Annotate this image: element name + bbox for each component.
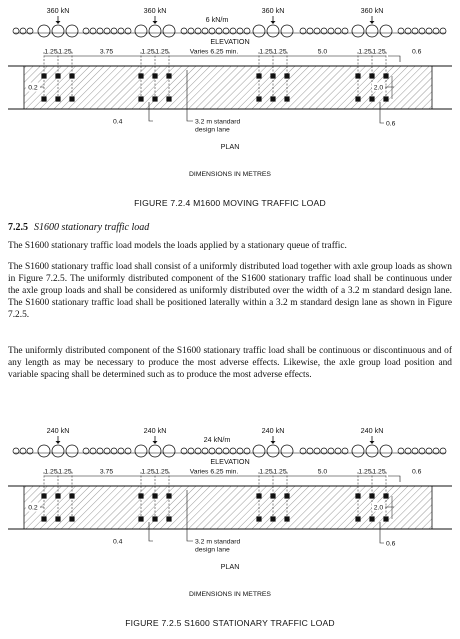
paragraph-adverse-effects: The uniformly distributed component of the S1600 stationary traffic load shall be continuous or discontinuous and of any length as may be necessary to produce the most adverse effects. Likewise, the axle group load position and variable spacing shall be determined such as to produce the most adverse effects. (8, 346, 452, 381)
axle-load-label: 360 kN (261, 6, 285, 15)
axle-load-label: 360 kN (143, 6, 167, 15)
axle-wheel (281, 445, 293, 457)
spacing-label: 1.25 (358, 468, 372, 476)
wheel-contact-square (152, 493, 157, 498)
wheel-contact-square (55, 493, 60, 498)
axle-wheel (149, 445, 161, 457)
wheel-contact-square (369, 516, 374, 521)
axle-wheel (135, 25, 147, 37)
wheel-contact-square (41, 516, 46, 521)
axle-wheel (163, 445, 175, 457)
wheel-contact-square (284, 516, 289, 521)
wheel-contact-square (69, 73, 74, 78)
axle-load-arrowhead (153, 21, 158, 24)
axle-load-label: 240 kN (46, 426, 70, 435)
spacing-label: 1.25 (372, 48, 386, 56)
section-title: S1600 stationary traffic load (34, 222, 150, 233)
wheel-contact-square (383, 516, 388, 521)
design-lane-note-1: 3.2 m standard (195, 118, 241, 126)
axle-wheel (253, 25, 265, 37)
wheel-contact-square (256, 493, 261, 498)
udl-label: 24 kN/m (203, 435, 231, 444)
wheel-contact-square (152, 96, 157, 101)
axle-load-label: 240 kN (143, 426, 167, 435)
leader-0-6-top (388, 476, 400, 482)
dim-0-6-top: 0.6 (412, 48, 422, 56)
wheel-contact-square (41, 493, 46, 498)
axle-load-label: 360 kN (360, 6, 384, 15)
axle-wheel (66, 25, 78, 37)
wheel-contact-square (166, 96, 171, 101)
wheel-contact-square (55, 96, 60, 101)
wheel-contact-square (270, 516, 275, 521)
axle-wheel (66, 445, 78, 457)
spacing-label: 1.25 (259, 48, 273, 56)
spacing-label: 1.25 (44, 468, 58, 476)
spacing-label: 1.25 (58, 48, 72, 56)
figure-s1600 (0, 420, 460, 600)
spacing-label: 1.25 (273, 48, 287, 56)
axle-load-arrowhead (271, 21, 276, 24)
plan-label: PLAN (220, 142, 240, 151)
wheel-contact-square (138, 96, 143, 101)
design-lane-note-2: design lane (195, 546, 230, 554)
axle-wheel (253, 445, 265, 457)
units-note: DIMENSIONS IN METRES (189, 591, 271, 598)
design-lane-note-2: design lane (195, 126, 230, 134)
wheel-contact-square (369, 73, 374, 78)
spacing-label: 1.25 (358, 48, 372, 56)
axle-wheel (366, 445, 378, 457)
axle-load-arrowhead (56, 21, 61, 24)
axle-wheel (163, 25, 175, 37)
elevation-label: ELEVATION (210, 457, 250, 466)
wheel-contact-square (355, 73, 360, 78)
axle-wheel (267, 25, 279, 37)
dim-2-0: 2.0 (373, 84, 384, 92)
axle-wheel (366, 25, 378, 37)
wheel-contact-square (355, 96, 360, 101)
axle-wheel (352, 25, 364, 37)
dim-0-6-top: 0.6 (412, 468, 422, 476)
wheel-contact-square (383, 493, 388, 498)
spacing-label: 3.75 (99, 48, 114, 56)
wheel-contact-square (369, 96, 374, 101)
axle-wheel (149, 25, 161, 37)
axle-wheel (38, 445, 50, 457)
spacing-label: 1.25 (155, 48, 169, 56)
section-heading (8, 222, 149, 233)
spacing-label: 5.0 (317, 48, 328, 56)
wheel-contact-square (55, 73, 60, 78)
spacing-label: 1.25 (155, 468, 169, 476)
wheel-contact-square (166, 493, 171, 498)
dim-0-4: 0.4 (113, 118, 123, 126)
dim-0-4: 0.4 (113, 538, 123, 546)
axle-load-label: 240 kN (261, 426, 285, 435)
axle-wheel (52, 25, 64, 37)
wheel-contact-square (69, 516, 74, 521)
axle-wheel (281, 25, 293, 37)
dim-0-2: 0.2 (28, 84, 38, 92)
figure-m1600-drawing (0, 0, 460, 180)
dim-0-6-bottom: 0.6 (386, 120, 396, 128)
axle-load-label: 240 kN (360, 426, 384, 435)
wheel-contact-square (55, 516, 60, 521)
spacing-label: 1.25 (58, 468, 72, 476)
spacing-label: 5.0 (317, 468, 328, 476)
wheel-contact-square (383, 96, 388, 101)
wheel-contact-square (383, 73, 388, 78)
axle-load-label: 360 kN (46, 6, 70, 15)
wheel-contact-square (69, 96, 74, 101)
axle-load-arrowhead (370, 441, 375, 444)
wheel-contact-square (166, 516, 171, 521)
wheel-contact-square (256, 73, 261, 78)
lane-udl-area (24, 486, 432, 529)
leader-0-6-top (388, 56, 400, 62)
wheel-contact-square (270, 493, 275, 498)
axle-load-arrowhead (153, 441, 158, 444)
dim-2-0: 2.0 (373, 504, 384, 512)
wheel-contact-square (138, 493, 143, 498)
spacing-label: 1.25 (141, 48, 155, 56)
figure-s1600-caption: FIGURE 7.2.5 S1600 STATIONARY TRAFFIC LOAD (125, 618, 335, 628)
axle-wheel (52, 445, 64, 457)
udl-label: 6 kN/m (205, 15, 229, 24)
axle-wheel (267, 445, 279, 457)
wheel-contact-square (152, 73, 157, 78)
wheel-contact-square (284, 96, 289, 101)
plan-label: PLAN (220, 562, 240, 571)
elevation-label: ELEVATION (210, 37, 250, 46)
axle-load-arrowhead (56, 441, 61, 444)
dim-0-2: 0.2 (28, 504, 38, 512)
units-note: DIMENSIONS IN METRES (189, 171, 271, 178)
axle-wheel (380, 445, 392, 457)
section-number: 7.2.5 (8, 222, 28, 233)
axle-wheel (380, 25, 392, 37)
axle-load-arrowhead (271, 441, 276, 444)
wheel-contact-square (369, 493, 374, 498)
design-lane-note-1: 3.2 m standard (195, 538, 241, 546)
wheel-contact-square (152, 516, 157, 521)
figure-m1600 (0, 0, 460, 180)
axle-wheel (352, 445, 364, 457)
paragraph-composition: The S1600 stationary traffic load shall consist of a uniformly distributed load together with axle group loads as shown in Figure 7.2.5. The uniformly distributed component of the S1600 stationary traffic load shall be continuous under the axle group loads and shall be considered as uniformly distributed over the width of a 3.2 m standard design lane. The S1600 stationary traffic load shall be positioned laterally within a 3.2 m standard design lane as shown in Figure 7.2.5. (8, 262, 452, 321)
wheel-contact-square (166, 73, 171, 78)
spacing-label: 1.25 (141, 468, 155, 476)
spacing-label: 1.25 (44, 48, 58, 56)
paragraph-intro: The S1600 stationary traffic load models the loads applied by a stationary queue of traffic. (8, 241, 347, 251)
axle-wheel (135, 445, 147, 457)
lane-udl-area (24, 66, 432, 109)
spacing-label: Varies 6.25 min. (189, 468, 239, 476)
wheel-contact-square (355, 516, 360, 521)
spacing-label: 1.25 (372, 468, 386, 476)
figure-s1600-drawing (0, 420, 460, 600)
wheel-contact-square (256, 516, 261, 521)
wheel-contact-square (256, 96, 261, 101)
wheel-contact-square (355, 493, 360, 498)
spacing-label: 3.75 (99, 468, 114, 476)
wheel-contact-square (270, 96, 275, 101)
spacing-label: 1.25 (259, 468, 273, 476)
dim-0-6-bottom: 0.6 (386, 540, 396, 548)
wheel-contact-square (138, 73, 143, 78)
wheel-contact-square (69, 493, 74, 498)
wheel-contact-square (284, 493, 289, 498)
wheel-contact-square (138, 516, 143, 521)
spacing-label: Varies 6.25 min. (189, 48, 239, 56)
spacing-label: 1.25 (273, 468, 287, 476)
axle-load-arrowhead (370, 21, 375, 24)
wheel-contact-square (270, 73, 275, 78)
axle-wheel (38, 25, 50, 37)
wheel-contact-square (41, 96, 46, 101)
wheel-contact-square (41, 73, 46, 78)
figure-m1600-caption: FIGURE 7.2.4 M1600 MOVING TRAFFIC LOAD (134, 198, 326, 208)
wheel-contact-square (284, 73, 289, 78)
